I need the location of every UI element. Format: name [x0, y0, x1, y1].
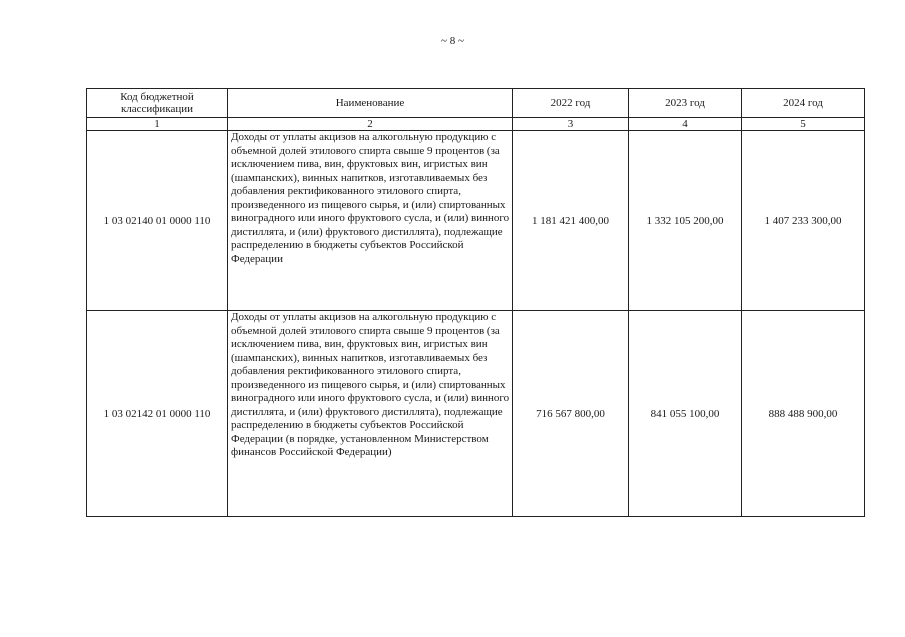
column-number-row [87, 118, 865, 131]
column-number: 5 [742, 118, 865, 131]
header-2024: 2024 год [742, 89, 865, 118]
table-row [87, 131, 865, 311]
income-description: Доходы от уплаты акцизов на алкогольную продукцию с объемной долей этилового спирта свыше 9 процентов (за исключением пива, вин, фруктовых вин, игристых вин (шампанских), винных напитков, изготавливаемых без добавления ректификованного этилового спирта, произведенного из пищевого сырья, и (или) спиртованных виноградного или иного фруктового сусла, и (или) винного дистиллята, и (или) фруктового дистиллята), подлежащие распределению в бюджеты субъектов Российской Федерации [228, 131, 513, 311]
header-2023: 2023 год [629, 89, 742, 118]
amount-2024: 888 488 900,00 [742, 311, 865, 517]
table-header-row [87, 89, 865, 118]
header-name: Наименование [228, 89, 513, 118]
income-description: Доходы от уплаты акцизов на алкогольную продукцию с объемной долей этилового спирта свыше 9 процентов (за исключением пива, вин, фруктовых вин, игристых вин (шампанских), винных напитков, изготавливаемых без добавления ректификованного этилового спирта, произведенного из пищевого сырья, и (или) спиртованных виноградного или иного фруктового сусла, и (или) винного дистиллята, и (или) фруктового дистиллята), подлежащие распределению в бюджеты субъектов Российской Федерации (в порядке, установленном Министерством финансов Российской Федерации) [228, 311, 513, 517]
amount-2023: 841 055 100,00 [629, 311, 742, 517]
amount-2022: 1 181 421 400,00 [513, 131, 629, 311]
header-code: Код бюджетной классификации [87, 89, 228, 118]
header-2022: 2022 год [513, 89, 629, 118]
table-row [87, 311, 865, 517]
amount-2024: 1 407 233 300,00 [742, 131, 865, 311]
amount-2022: 716 567 800,00 [513, 311, 629, 517]
page-number: ~ 8 ~ [441, 35, 464, 47]
budget-table [86, 88, 865, 517]
budget-code: 1 03 02142 01 0000 110 [87, 311, 228, 517]
column-number: 2 [228, 118, 513, 131]
column-number: 4 [629, 118, 742, 131]
budget-code: 1 03 02140 01 0000 110 [87, 131, 228, 311]
column-number: 3 [513, 118, 629, 131]
amount-2023: 1 332 105 200,00 [629, 131, 742, 311]
column-number: 1 [87, 118, 228, 131]
